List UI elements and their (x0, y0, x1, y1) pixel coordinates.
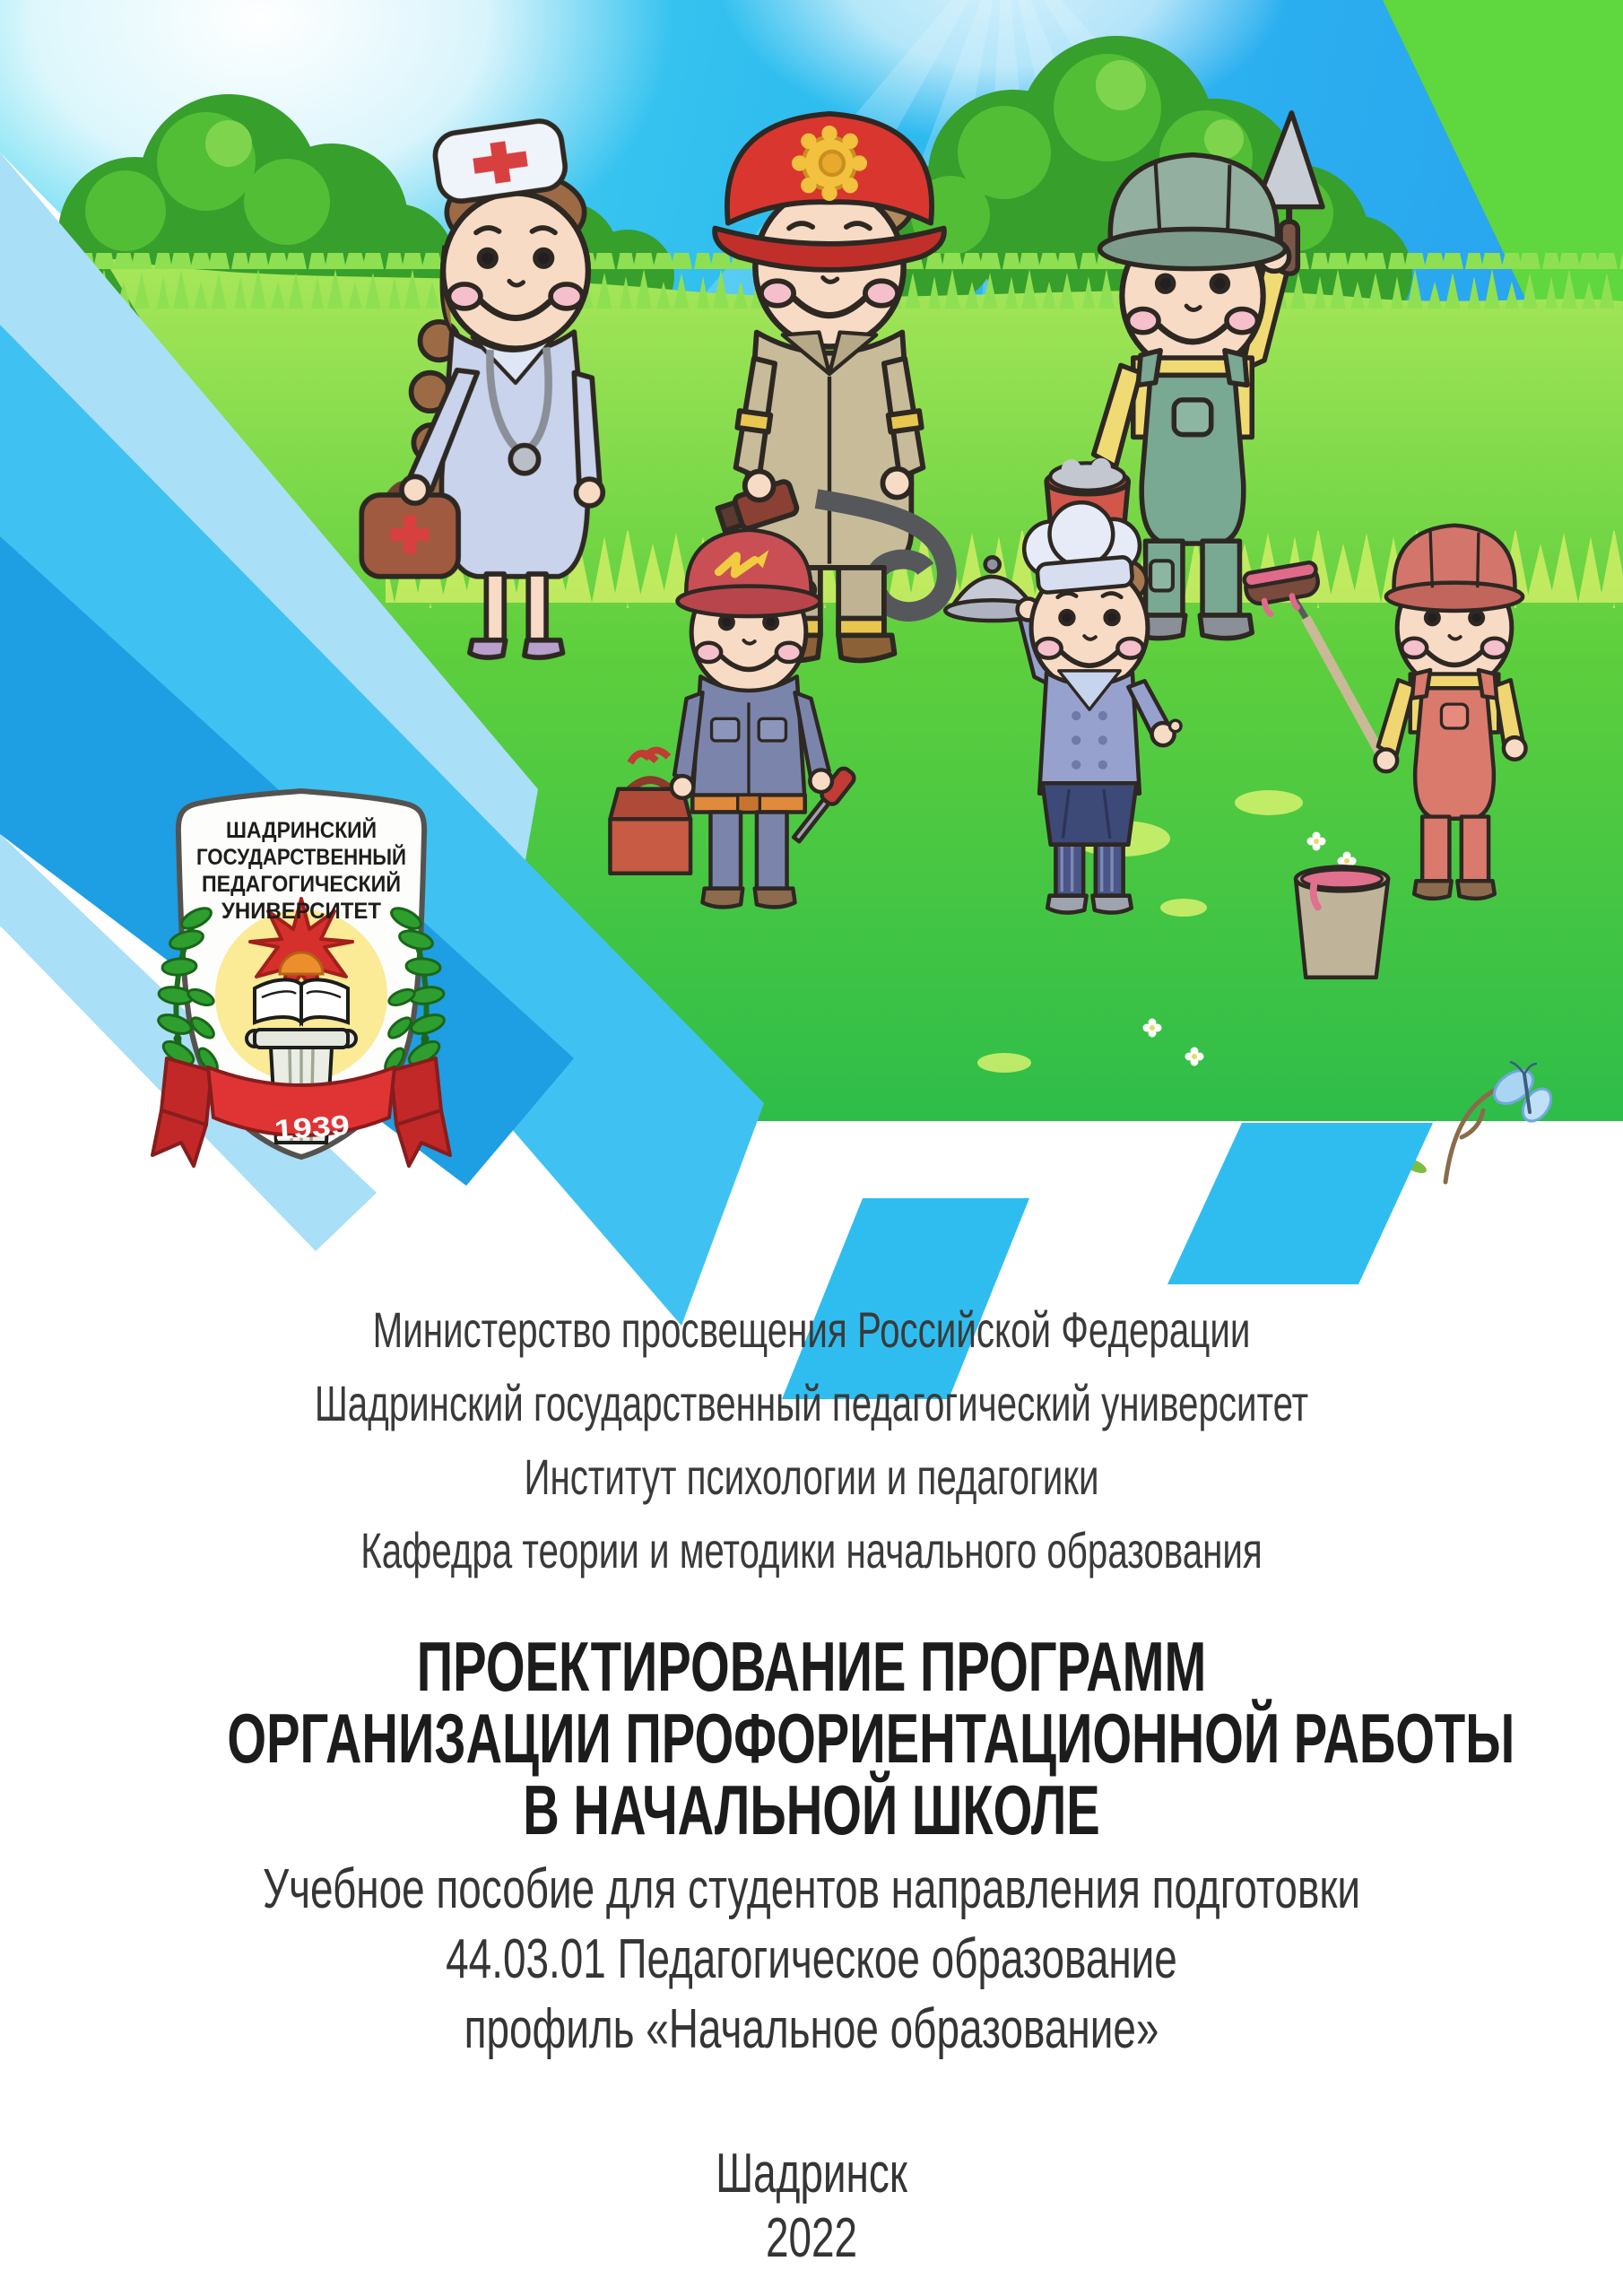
subtitle-line-3: профиль «Начальное образование» (464, 1998, 1159, 2060)
emblem-line-1: ШАДРИНСКИЙ (226, 818, 391, 843)
institution-header (0, 1293, 1623, 1587)
title-line-1: ПРОЕКТИРОВАНИЕ ПРОГРАММ (416, 1627, 1207, 1706)
emblem-line-2: ГОСУДАРСТВЕННЫЙ (196, 845, 433, 870)
department-line: Кафедра теории и методики начального образования (360, 1522, 1263, 1578)
emblem-founded-year: 1939 (273, 1109, 337, 1146)
book-subtitle (0, 1855, 1623, 2065)
ministry-line: Министерство просвещения Российской Федерации (372, 1301, 1251, 1358)
emblem-line-3: ПЕДАГОГИЧЕСКИЙ (202, 872, 417, 897)
title-line-3: В НАЧАЛЬНОЙ ШКОЛЕ (523, 1770, 1100, 1849)
subtitle-line-2: 44.03.01 Педагогическое образование (446, 1928, 1177, 1990)
paint-bucket-icon (1296, 867, 1388, 978)
subtitle-line-1: Учебное пособие для студентов направления подготовки (262, 1858, 1361, 1920)
institute-line: Институт психологии и педагогики (524, 1448, 1099, 1505)
imprint-year: 2022 (765, 2207, 858, 2269)
title-line-2: ОРГАНИЗАЦИИ ПРОФОРИЕНТАЦИОННОЙ РАБОТЫ (227, 1699, 1515, 1778)
chef-apron (1043, 783, 1137, 844)
imprint-city: Шадринск (716, 2143, 907, 2205)
emblem-line-4: УНИВЕРСИТЕТ (221, 899, 381, 924)
open-book-icon (255, 979, 348, 1022)
university-emblem (152, 791, 450, 1166)
imprint (0, 2142, 1623, 2271)
university-line: Шадринский государственный педагогический университет (314, 1375, 1309, 1431)
book-title (0, 1627, 1623, 1849)
helmet-badge-icon (792, 126, 867, 201)
nurse-cap-icon (432, 118, 568, 204)
